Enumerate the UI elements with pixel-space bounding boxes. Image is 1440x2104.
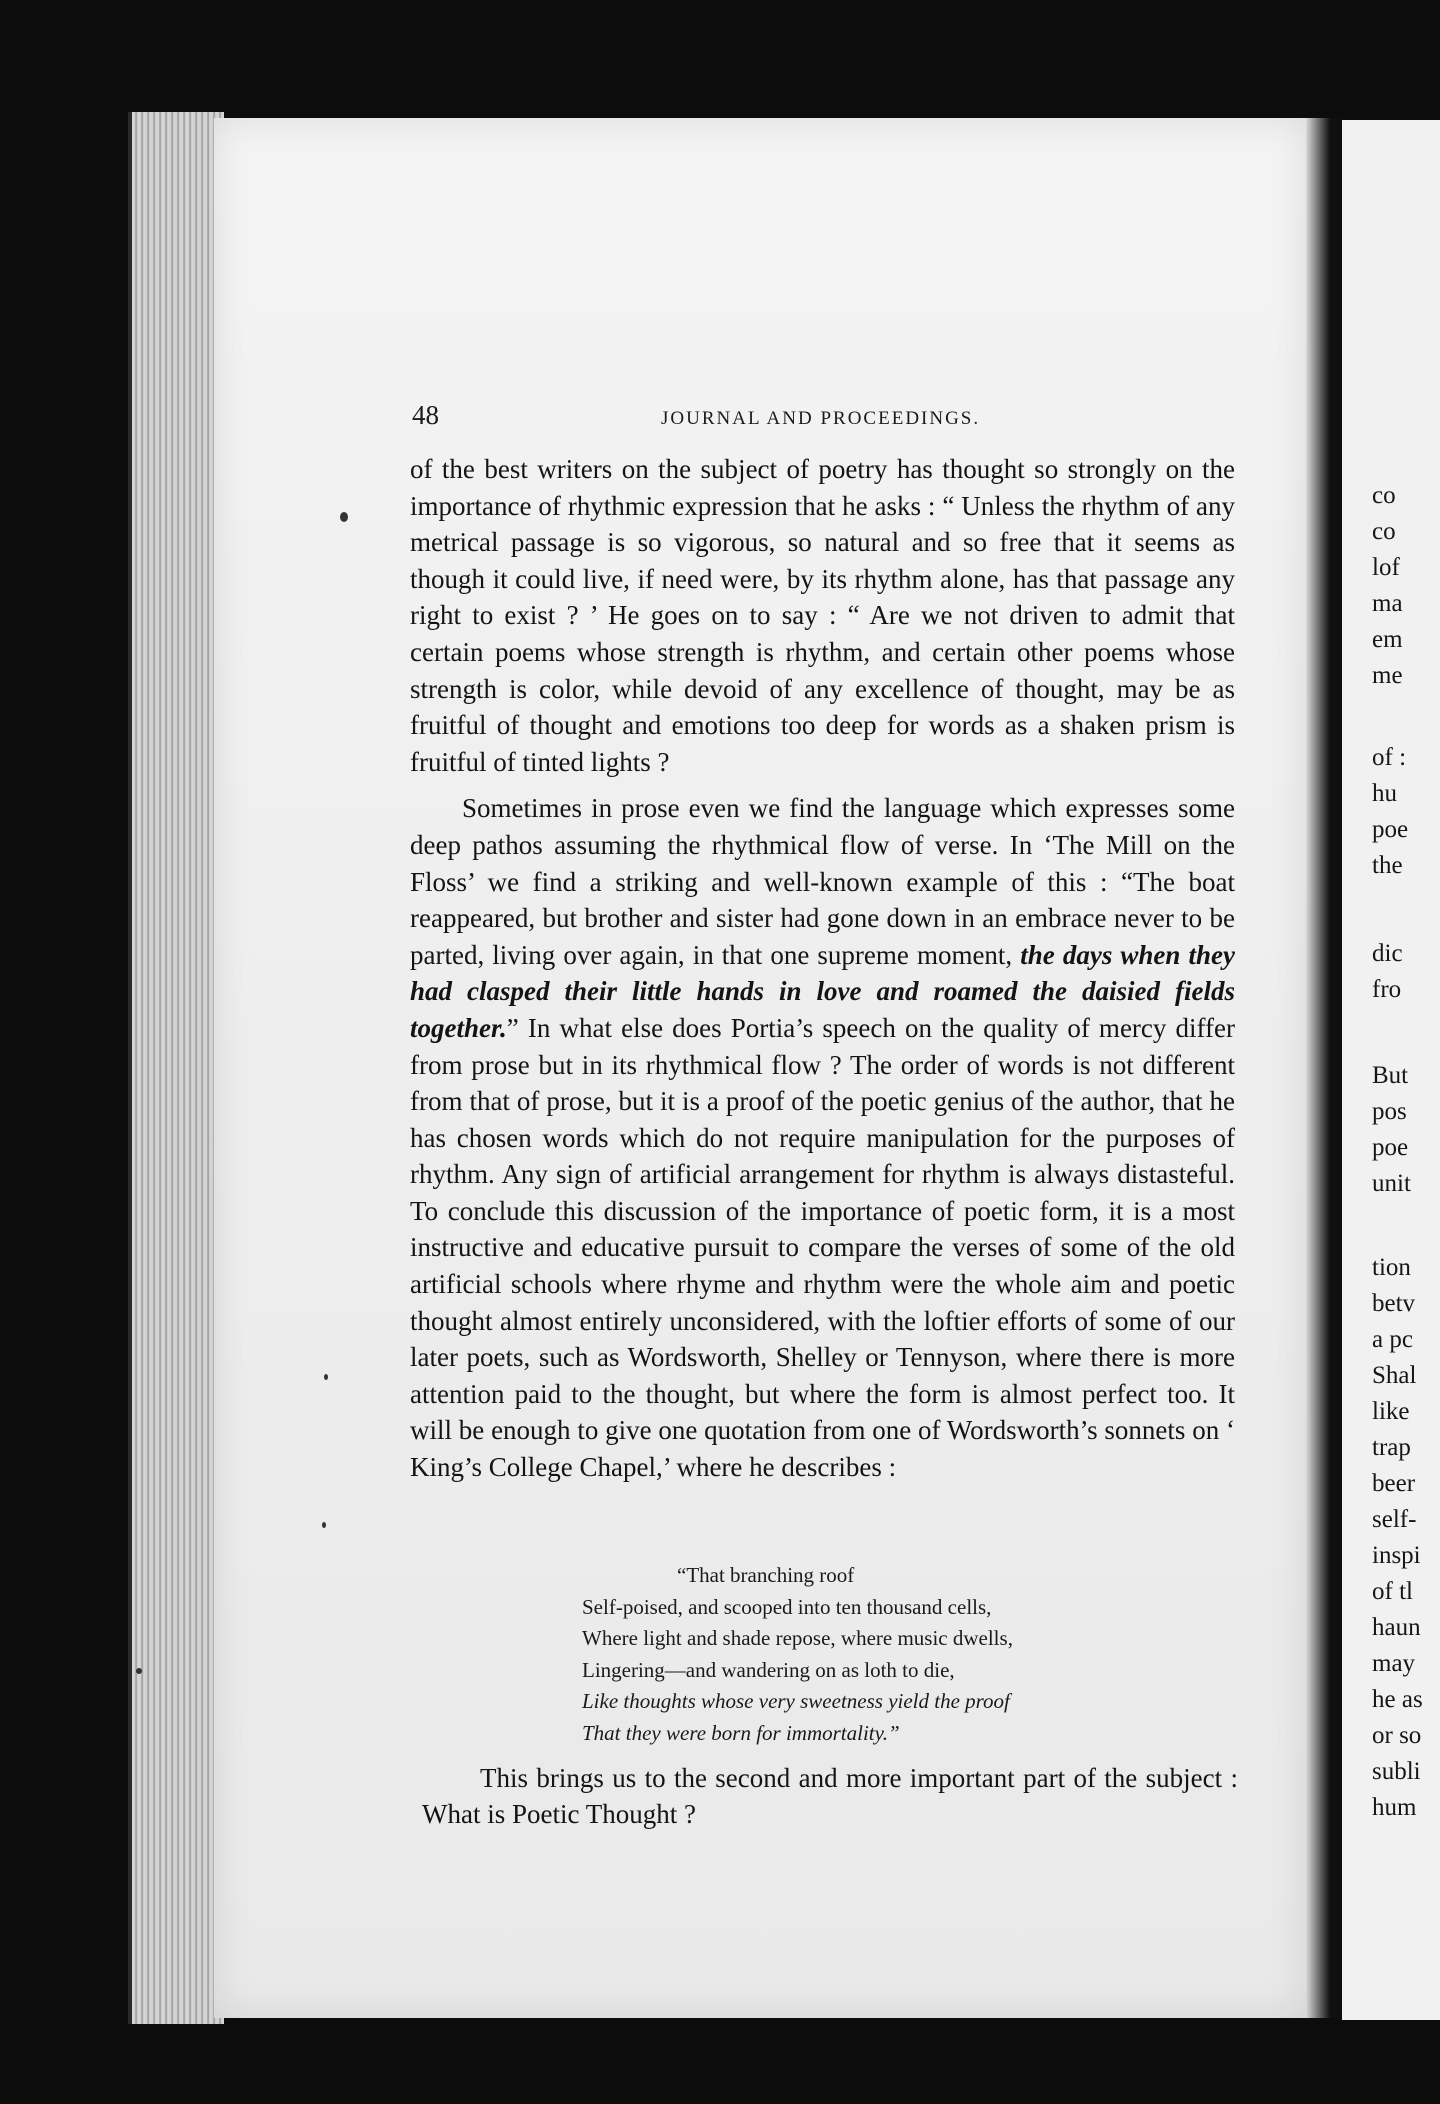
page-edges [128, 112, 224, 2024]
facing-fragment: trap [1372, 1434, 1411, 1461]
facing-fragment: unit [1372, 1170, 1411, 1197]
facing-fragment: ma [1372, 590, 1403, 617]
facing-fragment: or so [1372, 1722, 1422, 1749]
body-text [410, 451, 1235, 1486]
facing-fragment: em [1372, 626, 1403, 653]
paragraph-2-italic-quote: the days when they had clasped their little hands in love and roamed the daisied fields together. [410, 939, 1235, 1043]
scan-speck [340, 512, 348, 522]
scan-speck [324, 1374, 328, 1380]
verse-line: Where light and shade repose, where music dwells, [582, 1626, 1013, 1650]
facing-fragment: like [1372, 1398, 1410, 1425]
facing-fragment: pos [1372, 1098, 1407, 1125]
running-title: JOURNAL AND PROCEEDINGS. [661, 408, 981, 429]
page-number: 48 [412, 400, 439, 430]
facing-fragment: But [1372, 1062, 1409, 1089]
facing-fragment: may [1372, 1650, 1416, 1677]
facing-fragment: hu [1372, 780, 1397, 807]
facing-fragment: self- [1372, 1506, 1417, 1533]
verse-quotation [582, 1560, 1142, 1749]
paragraph-2 [410, 790, 1235, 1485]
facing-fragment: co [1372, 518, 1396, 545]
facing-fragment: haun [1372, 1614, 1421, 1641]
facing-fragment: the [1372, 852, 1403, 879]
facing-fragment: of tl [1372, 1578, 1413, 1605]
facing-fragment: me [1372, 662, 1403, 689]
facing-fragment: hum [1372, 1794, 1417, 1821]
facing-fragment: poe [1372, 1134, 1409, 1161]
paragraph-2-rest: ” In what else does Portia’s speech on the quality of mercy differ from prose but in its rhythmical flow ? The order of words is not different from that of prose, but it is a proof of the poetic genius of the author, that he has chosen words which do not require manipulation for the purposes of rhythm. Any sign of artificial arrangement for rhythm is always distasteful. To conclude this discussion of the importance of poetic form, it is a most instructive and educative pursuit to compare the verses of some of the old artificial schools where rhyme and rhythm were the whole aim and poetic thought almost entirely unconsidered, with the loftier efforts of some of our later poets, such as Wordsworth, Shelley or Tennyson, where there is more attention paid to the thought, but where the form is almost perfect too. It will be enough to give one quotation from one of Wordsworth’s sonnets on ‘ King’s College Chapel,’ where he describes : [410, 1012, 1235, 1483]
scan-speck [322, 1522, 326, 1528]
verse-line: “That branching roof [677, 1563, 855, 1587]
facing-fragment: betv [1372, 1290, 1416, 1317]
page-header [412, 400, 1292, 431]
facing-fragment: beer [1372, 1470, 1416, 1497]
verse-line: That they were born for immortality.” [582, 1720, 900, 1745]
facing-fragment: he as [1372, 1686, 1423, 1713]
scan-speck [136, 1668, 142, 1674]
closing-paragraph: This brings us to the second and more important part of the subject : What is Poetic Thought ? [422, 1763, 1238, 1829]
facing-fragment: co [1372, 482, 1396, 509]
facing-fragment: a pc [1372, 1326, 1413, 1353]
facing-fragment: Shal [1372, 1362, 1417, 1389]
facing-fragment: tion [1372, 1254, 1411, 1281]
facing-fragment: subli [1372, 1758, 1421, 1785]
facing-fragment: poe [1372, 816, 1409, 843]
facing-fragment: dic [1372, 940, 1403, 967]
verse-line: Lingering—and wandering on as loth to die, [582, 1657, 955, 1682]
verse-line: Like thoughts whose very sweetness yield the proof [582, 1689, 1010, 1713]
facing-fragment: inspi [1372, 1542, 1421, 1569]
facing-page [1342, 120, 1440, 2020]
facing-fragment: of : [1372, 744, 1407, 771]
verse-line: Self-poised, and scooped into ten thousand cells, [582, 1594, 992, 1619]
book-gutter [1306, 118, 1346, 2018]
paragraph-2-start: Sometimes in prose even we find the language which expresses some deep pathos assuming the rhythmical flow of verse. In ‘The Mill on the Floss’ we find a striking and well-known example of this : “The boat reappeared, but brother and sister had gone down in an embrace never to be parted, living over again, in that one supreme moment, [410, 793, 1235, 970]
paragraph-1: of the best writers on the subject of poetry has thought so strongly on the importance of rhythmic expression that he asks : “ Unless the rhythm of any metrical passage is so vigorous, so natural and so free that it seems as though it could live, if need were, by its rhythm alone, has that passage any right to exist ? ’ He goes on to say : “ Are we not driven to admit that certain poems whose strength is rhythm, and certain other poems whose strength is color, while devoid of any excellence of thought, may be as fruitful of thought and emotions too deep for words as a shaken prism is fruitful of tinted lights ? [410, 454, 1235, 777]
facing-fragment: fro [1372, 976, 1402, 1003]
facing-fragment: lof [1372, 554, 1400, 581]
